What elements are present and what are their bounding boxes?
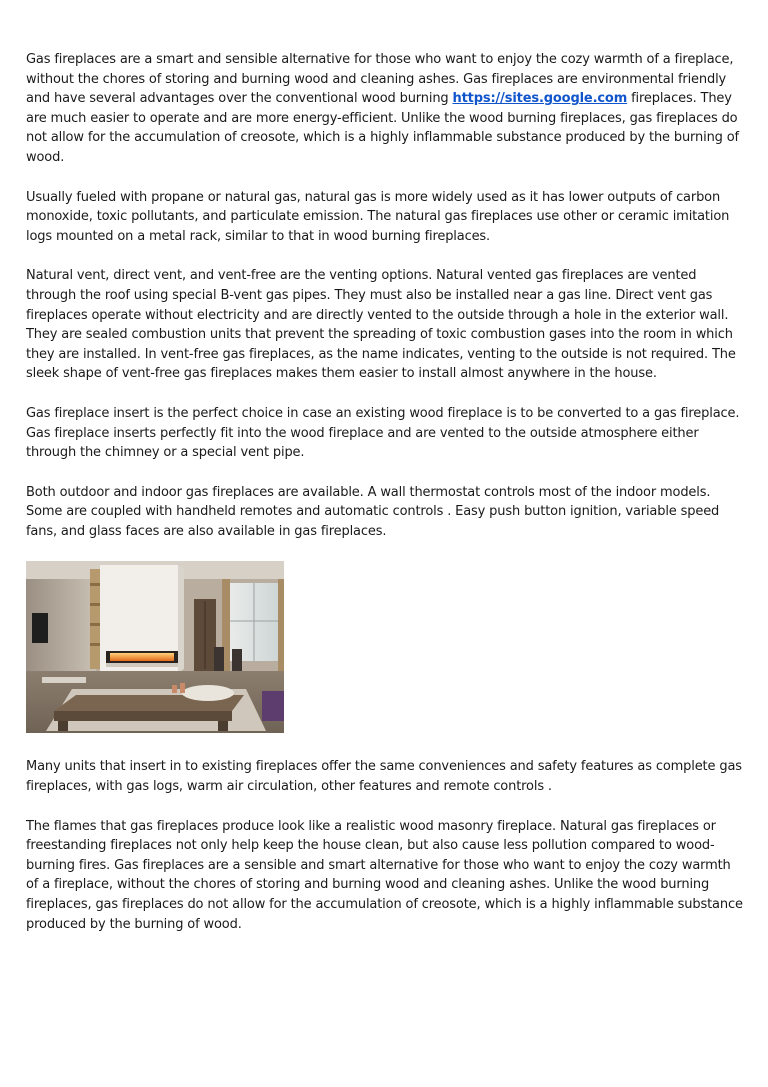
paragraph-1-text-b: fireplaces. They are much easier to operate and are more energy-efficient. Unlike the wood burning fireplaces, gas fireplaces do not allow for the accumulation of creosote, which is a highly inflammable substance produced by the burning of wood. xyxy=(26,91,739,165)
sites-google-link[interactable]: https://sites.google.com xyxy=(452,91,628,107)
paragraph-7: The flames that gas fireplaces produce look like a realistic wood masonry fireplace. Natural gas fireplaces or freestanding fireplaces not only help keep the house clean, but also cause less pollution compared to wood-burning fires. Gas fireplaces are a sensible and smart alternative for those who want to enjoy the cozy warmth of a fireplace, without the chores of storing and burning wood and cleaning ashes. Unlike the wood burning fireplaces, gas fireplaces do not allow for the accumulation of creosote, which is a highly inflammable substance produced by the burning of wood. xyxy=(26,818,743,932)
paragraph-5: Both outdoor and indoor gas fireplaces are available. A wall thermostat controls most of the indoor models. Some are coupled with handheld remotes and automatic controls . Easy push button ignition, variable speed fans, and glass faces are also available in gas fireplaces. xyxy=(26,484,720,539)
paragraph-6: Many units that insert in to existing fireplaces offer the same conveniences and safety features as complete gas fireplaces, with gas logs, warm air circulation, other features and remote controls . xyxy=(26,759,742,795)
paragraph-1 xyxy=(26,50,744,168)
paragraph-1-text-a: Gas fireplaces are a smart and sensible alternative for those who want to enjoy the cozy warmth of a fireplace, without the chores of storing and burning wood and cleaning ashes. Gas fireplaces are environmental friendly and have several advantages over the conventional wood burning xyxy=(26,52,734,107)
living-room-fireplace-photo xyxy=(26,561,284,733)
paragraph-4: Gas fireplace insert is the perfect choice in case an existing wood fireplace is to be converted to a gas fireplace. Gas fireplace inserts perfectly fit into the wood fireplace and are vented to the outside atmosphere either through the chimney or a special vent pipe. xyxy=(26,405,740,461)
paragraph-2: Usually fueled with propane or natural gas, natural gas is more widely used as it has lower outputs of carbon monoxide, toxic pollutants, and particulate emission. The natural gas fireplaces use other or ceramic imitation logs mounted on a metal rack, similar to that in wood burning fireplaces. xyxy=(26,189,730,244)
paragraph-3: Natural vent, direct vent, and vent-free are the venting options. Natural vented gas fireplaces are vented through the roof using special B-vent gas pipes. They must also be installed near a gas line. Direct vent gas fireplaces operate without electricity and are directly vented to the outside through a hole in the exterior wall. They are sealed combustion units that prevent the spreading of toxic combustion gases into the room in which they are installed. In vent-free gas fireplaces, as the name indicates, venting to the outside is not required. The sleek shape of vent-free gas fireplaces makes them easier to install almost anywhere in the house. xyxy=(26,268,736,382)
document-body xyxy=(26,50,744,954)
